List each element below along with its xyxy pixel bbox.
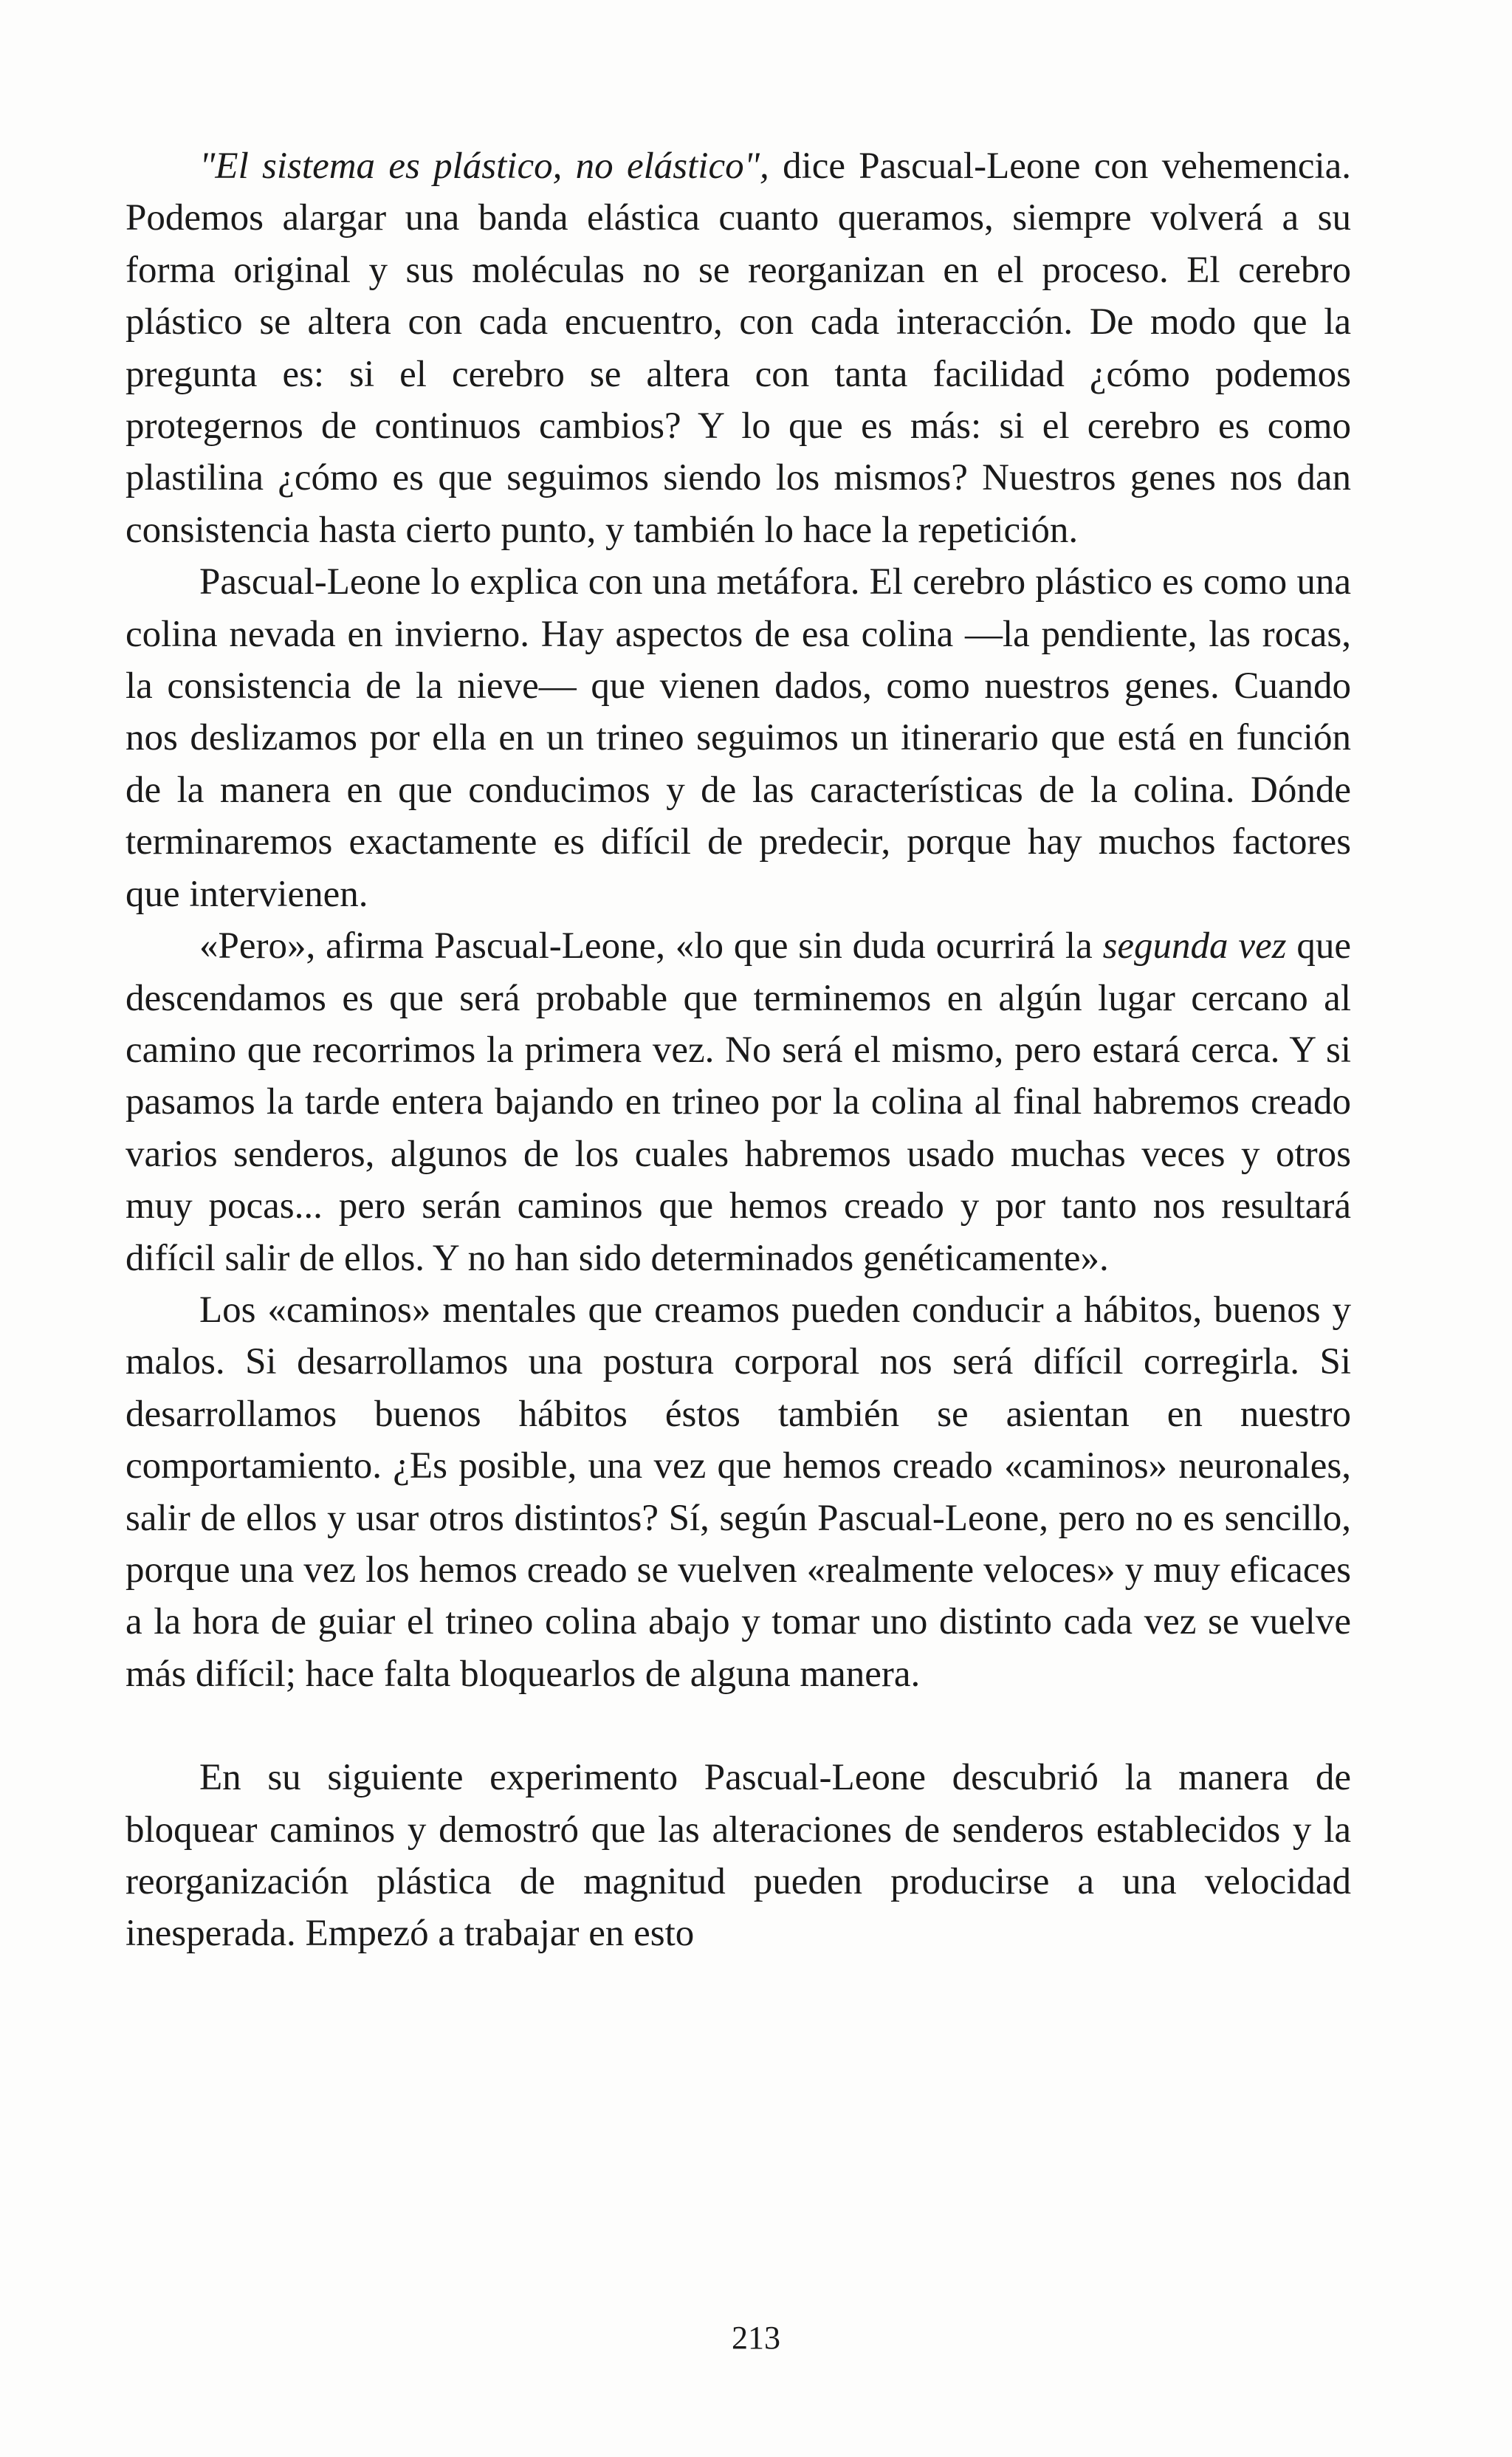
paragraph-1-text: dice Pascual-Leone con vehemencia. Podemos alargar una banda elástica cuanto queramos, siempre volverá a su forma original y sus moléculas no se reorganizan en el proceso. El cerebro plástico se altera con cada encuentro, con cada interacción. De modo que la pregunta es: si el cerebro se altera con tanta facilidad ¿cómo podemos protegernos de continuos cambios? Y lo que es más: si el cerebro es como plastilina ¿cómo es que seguimos siendo los mismos? Nuestros genes nos dan consistencia hasta cierto punto, y también lo hace la repetición. [126,145,1352,551]
paragraph-4: Los «caminos» mentales que creamos pueden conducir a hábitos, buenos y malos. Si desarrollamos una postura corporal nos será difícil corregirla. Si desarrollamos buenos hábitos éstos también se asientan en nuestro comportamiento. ¿Es posible, una vez que hemos creado «caminos» neuronales, salir de ellos y usar otros distintos? Sí, según Pascual-Leone, pero no es sencillo, porque una vez los hemos creado se vuelven «realmente veloces» y muy eficaces a la hora de guiar el trineo colina abajo y tomar uno distinto cada vez se vuelve más difícil; hace falta bloquearlos de alguna manera. [126,1289,1351,1695]
body-text [126,140,1351,1960]
paragraph-2: Pascual-Leone lo explica con una metáfora. El cerebro plástico es como una colina nevada en invierno. Hay aspectos de esa colina —la pendiente, las rocas, la consistencia de la nieve— que vienen dados, como nuestros genes. Cuando nos deslizamos por ella en un trineo seguimos un itinerario que está en función de la manera en que conducimos y de las características de la colina. Dónde terminaremos exactamente es difícil de predecir, porque hay muchos factores que intervienen. [126,561,1351,915]
emphasis-segunda-vez: segunda vez [1102,925,1287,967]
paragraph-3-after: que descendamos es que será probable que terminemos en algún lugar cercano al camino que recorrimos la primera vez. No será el mismo, pero estará cerca. Y si pasamos la tarde entera bajando en trineo por la colina al final habremos creado varios senderos, algunos de los cuales habremos usado muchas veces y otros muy pocas... pero serán caminos que hemos creado y por tanto nos resultará difícil salir de ellos. Y no han sido determinados genéticamente». [126,925,1351,1279]
paragraph-3 [126,920,1351,1284]
page-number: 213 [732,2320,780,2356]
paragraph-3-before: «Pero», afirma Pascual-Leone, «lo que sin duda ocurrirá la [199,925,1103,967]
quote-text: "El sistema es plástico, no elástico", [199,145,769,187]
paragraph-1 [126,140,1351,556]
paragraph-5: En su siguiente experimento Pascual-Leone descubrió la manera de bloquear caminos y demostró que las alteraciones de senderos establecidos y la reorganización plástica de magnitud pueden producirse a una velocidad inesperada. Empezó a trabajar en esto [126,1757,1351,1955]
